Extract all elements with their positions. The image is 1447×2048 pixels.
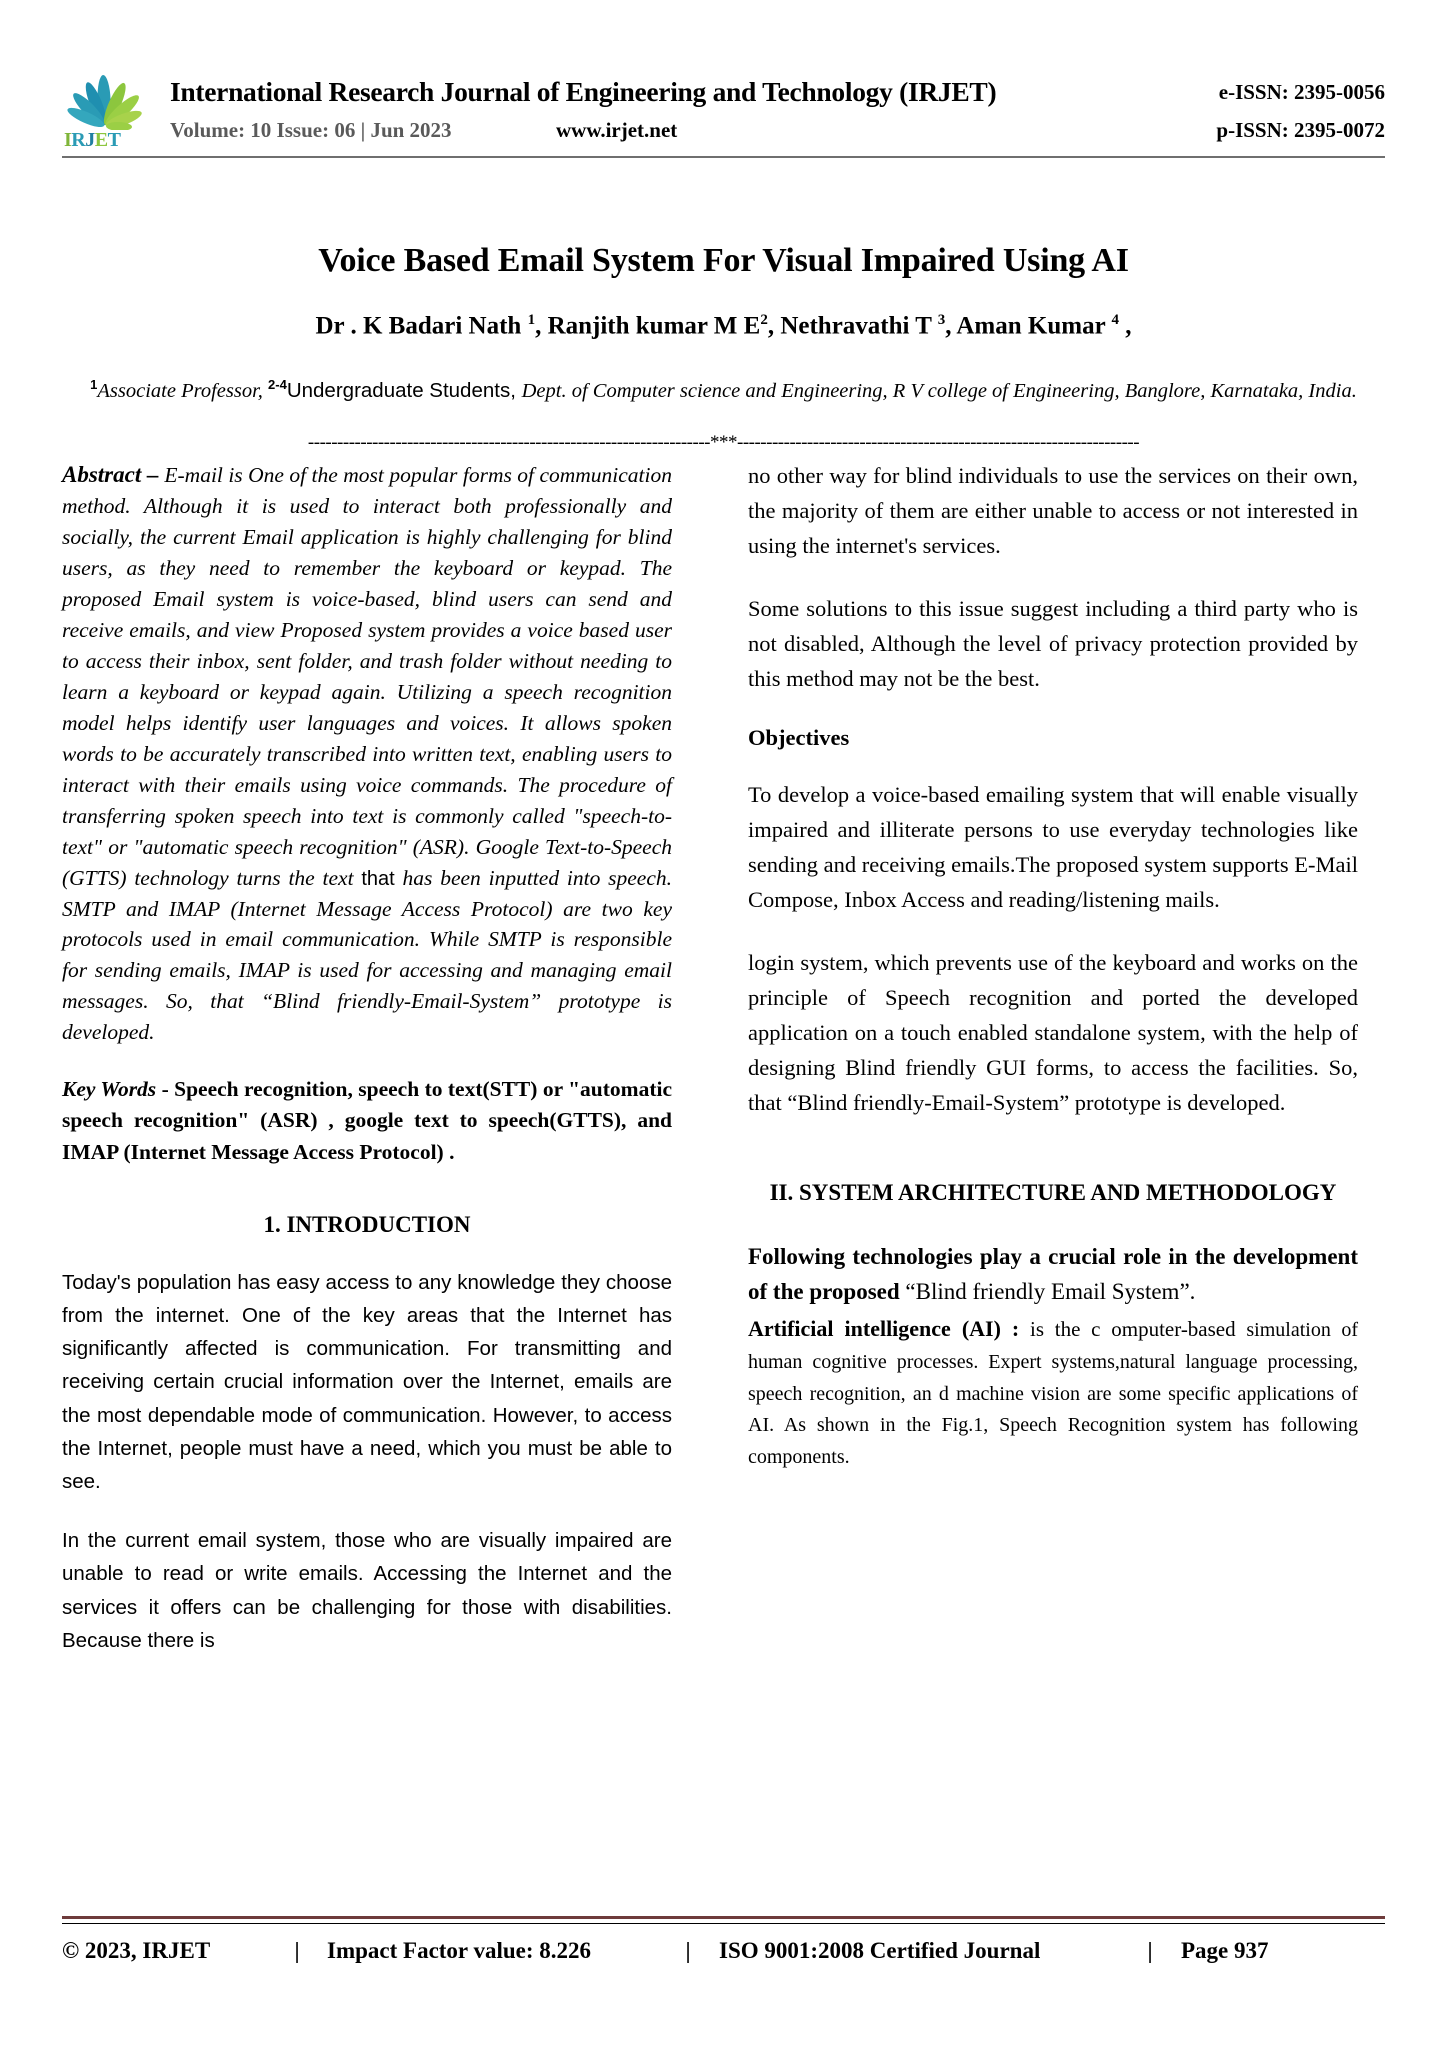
- e-issn: e-ISSN: 2395-0056: [1218, 80, 1385, 104]
- ai-body-first: is the c omputer-based: [1019, 1317, 1247, 1342]
- footer-divider: [62, 1916, 1385, 1924]
- author-list: Dr . K Badari Nath $^1$, Ranjith kumar M $E^2$, Nethravathi T $^3$, Aman Kumar $^4$ ,: [315, 312, 1132, 340]
- section-separator: ---------------------------------------------------------------------***---------------------------------------------------------------------: [307, 432, 1140, 453]
- footer-separator-2: |: [685, 1938, 691, 1963]
- abstract-text-post: has been inputted into speech. SMTP and IMAP (Internet Message Access Protocol) are two key protocols used in email communication. While SMTP is responsible for sending emails, IMAP is used for accessing and managing email messages. So, that “Blind friendly-Email-System” prototype is developed.: [62, 865, 672, 1045]
- abstract-text-pre: E-mail is One of the most popular forms of communication method. Although it is used to interact both professionally and socially, the current Email application is highly challenging for blind users, as they need to remember the keyboard or keypad. The proposed Email system is voice-based, blind users can send and receive emails, and view Proposed system provides a voice based user to access their inbox, sent folder, and trash folder without needing to learn a keyboard or keypad again. Utilizing a speech recognition model helps identify user languages and voices. It allows spoken words to be accurately transcribed into written text, enabling users to interact with their emails using voice commands. The procedure of transferring spoken speech into text is commonly called "speech-to-text" or "automatic speech recognition" (ASR). Google Text-to-Speech (GTTS) technology turns the text: [62, 463, 673, 890]
- page-footer: [62, 1938, 1385, 1964]
- abstract-text-that: that: [361, 867, 395, 890]
- introduction-heading: 1. INTRODUCTION: [263, 1211, 471, 1237]
- continued-paragraph-2: Some solutions to this issue suggest including a third party who is not disabled, Although the level of privacy protection provided by this method may not be the best.: [748, 596, 1358, 692]
- left-column: [62, 458, 672, 1683]
- footer-iso-certification: ISO 9001:2008 Certified Journal: [719, 1938, 1041, 1963]
- journal-website[interactable]: www.irjet.net: [556, 118, 678, 142]
- objectives-paragraph-2: login system, which prevents use of the keyboard and works on the principle of Speech recognition and ported the developed application on a touch enabled standalone system, with the help of designing Blind friendly GUI forms, to access the facilities. So, that “Blind friendly-Email-System” prototype is developed.: [748, 949, 1358, 1116]
- technologies-intro: [748, 1240, 1358, 1309]
- footer-separator-1: |: [294, 1938, 300, 1963]
- keywords-label: Key Words: [62, 1077, 157, 1102]
- objectives-paragraph-1: To develop a voice-based emailing system that will enable visually impaired and illiterate persons to use everyday technologies like sending and receiving emails.The proposed system supports E-Mail Compose, Inbox Access and reading/listening mails.: [748, 781, 1358, 912]
- footer-impact-factor: Impact Factor value: 8.226: [327, 1938, 592, 1963]
- footer-page-number: Page 937: [1181, 1938, 1269, 1963]
- introduction-paragraph-1: Today's population has easy access to any knowledge they choose from the internet. One of the key areas that the Internet has significantly affected is communication. For transmitting and receiving certain crucial information over the Internet, emails are the most dependable mode of communication. However, to access the Internet, people must have a need, which you must be able to see.: [62, 1270, 672, 1493]
- p-issn: p-ISSN: 2395-0072: [1216, 118, 1385, 142]
- architecture-heading: II. SYSTEM ARCHITECTURE AND METHODOLOGY: [769, 1180, 1337, 1206]
- right-column: [748, 458, 1358, 1472]
- continued-paragraph-1: no other way for blind individuals to use the services on their own, the majority of them are either unable to access or not interested in using the internet's services.: [748, 463, 1358, 559]
- journal-title: International Research Journal of Engineering and Technology (IRJET): [170, 76, 997, 107]
- introduction-paragraph-2: In the current email system, those who are visually impaired are unable to read or write emails. Accessing the Internet and the services it offers can be challenging for those with disabilities. Because there is: [62, 1529, 672, 1652]
- irjet-wordmark: IRJET: [64, 129, 121, 151]
- footer-copyright: © 2023, IRJET: [62, 1938, 211, 1963]
- irjet-logo: [62, 68, 148, 156]
- author-affiliation: $^1$Associate Professor, $^{2-4}$Undergraduate Students, Dept. of Computer science and Engineering, R V college of Engineering, Banglore, Karnataka, India.: [90, 377, 1357, 402]
- footer-separator-3: |: [1147, 1938, 1153, 1963]
- keywords-text: - Speech recognition, speech to text(STT) or "automatic speech recognition" (ASR) , google text to speech(GTTS), and IMAP (Internet Message Access Protocol) .: [62, 1077, 672, 1164]
- ai-definition-paragraph: [748, 1313, 1358, 1472]
- irjet-leaf-icon: [62, 68, 148, 130]
- objectives-heading: Objectives: [748, 724, 850, 750]
- footer-rule-thick: [62, 1916, 1385, 1919]
- abstract-label: Abstract –: [62, 462, 165, 487]
- volume-issue: Volume: 10 Issue: 06 | Jun 2023: [170, 118, 452, 142]
- technologies-intro-bold: Following technologies play a crucial role in the development of the proposed: [748, 1244, 1358, 1304]
- ai-label: Artificial intelligence (AI) :: [748, 1316, 1020, 1342]
- page-title: Voice Based Email System For Visual Impaired Using AI: [318, 242, 1129, 279]
- keywords-paragraph: [62, 1074, 672, 1168]
- technologies-intro-rest: “Blind friendly Email System”.: [905, 1278, 1196, 1304]
- ai-body-rest: simulation of human cognitive processes. Expert systems,natural language processing, speech recognition, an d machine vision are some specific applications of AI. As shown in the Fig.1, Speech Recognition system has following components.: [748, 1319, 1358, 1468]
- abstract-paragraph: [62, 458, 672, 1048]
- footer-rule-thin: [62, 1923, 1385, 1924]
- journal-masthead: [62, 62, 1385, 158]
